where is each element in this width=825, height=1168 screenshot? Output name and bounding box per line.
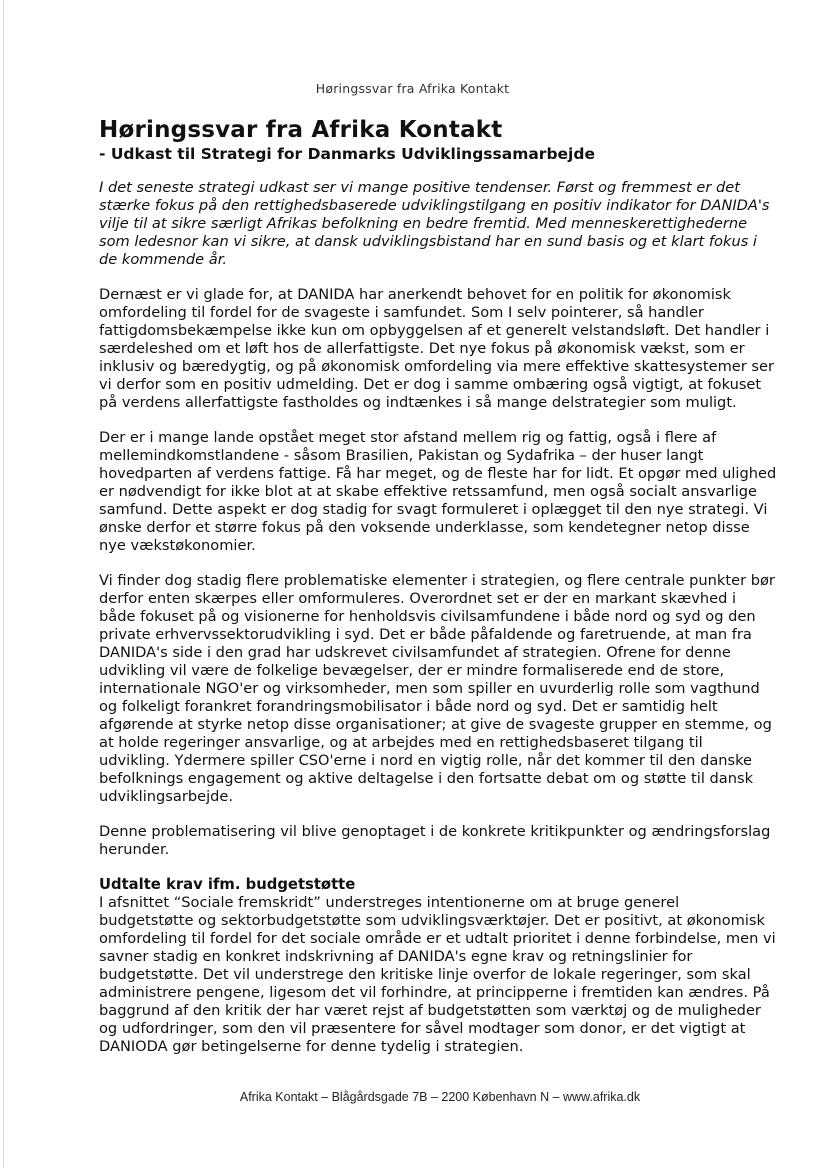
running-header: Høringssvar fra Afrika Kontakt: [315, 81, 510, 96]
intro-paragraph: I det seneste strategi udkast ser vi mange positive tendenser. Først og fremmest er det stærke fokus på den rettighedsbaserede udviklingstilgang en positiv indikator for DANIDA's vilje til at sikre særligt Afrikas befolkning en bedre fremtid. Med menneskerettighederne som ledesnor kan vi sikre, at dansk udviklingsbistand har en sund basis og et klart fokus i de kommende år.: [99, 179, 770, 268]
body-paragraph-3: Vi finder dog stadig flere problematiske elementer i strategien, og flere centrale punkter bør derfor enten skærpes eller omformuleres. Overordnet set er der en markant skævhed i både fokuset på og visionerne for henholdsvis civilsamfundene i både nord og syd og den private erhvervssektorudvikling i syd. Det er både påfaldende og faretruende, at man fra DANIDA's side i den grad har udskrevet civilsamfundet af strategien. Ofrene for denne udvikling vil være de folkelige bevægelser, der er mindre formaliserede end de store, internationale NGO'er og virksomheder, men som spiller en uvurderlig rolle som vagthund og folkeligt forankret forandringsmobilisator i både nord og syd. Det er samtidig helt afgørende at styrke netop disse organisationer; at give de svageste grupper en stemme, og at holde regeringer ansvarlige, og at arbejdes med en rettighedsbaseret tilgang til udvikling. Ydermere spiller CSO'erne i nord en vigtig rolle, når det kommer til den danske befolknings engagement og aktive deltagelse i den fortsatte debat om og støtte til dansk udviklingsarbejde.: [99, 572, 775, 805]
document-body: [99, 116, 777, 1073]
body-paragraph-4: Denne problematisering vil blive genoptaget i de konkrete kritikpunkter og ændringsforslag herunder.: [99, 823, 771, 858]
body-paragraph-1: Dernæst er vi glade for, at DANIDA har anerkendt behovet for en politik for økonomisk omfordeling til fordel for de svageste i samfundet. Som I selv pointerer, så handler fattigdomsbekæmpelse ikke kun om opbyggelsen af et generelt velstandsløft. Det handler i særdeleshed om et løft hos de allerfattigste. Det nye fokus på økonomisk vækst, som er inklusiv og bæredygtig, og på økonomisk omfordeling via mere effektive skattesystemer ser vi derfor som en positiv udmelding. Det er dog i samme ombæring også vigtigt, at fokuset på verdens allerfattigste fastholdes og indtænkes i så mange delstrategier som muligt.: [99, 286, 775, 411]
section-paragraph: I afsnittet “Sociale fremskridt” understreges intentionerne om at bruge generel budgetstøtte og sektorbudgetstøtte som udviklingsværktøjer. Det er positivt, at økonomisk omfordeling til fordel for det sociale område er et udtalt prioritet i denne forbindelse, men vi savner stadig en konkret indskrivning af DANIDA's egne krav og retningslinier for budgetstøtte. Det vil understrege den kritiske linje overfor de lokale regeringer, som skal administrere pengene, ligesom det vil forhindre, at principperne i fremtiden kan ændres. På baggrund af den kritik der har været rejst af budgetstøtten som værktøj og de muligheder og udfordringer, som den vil præsentere for såvel modtager som donor, er det vigtigt at DANIODA gør betingelserne for denne tydelig i strategien.: [99, 894, 776, 1055]
body-paragraph-2: Der er i mange lande opstået meget stor afstand mellem rig og fattig, også i flere af mellemindkomstlandene - såsom Brasilien, Pakistan og Sydafrika – der huser langt hovedparten af verdens fattige. Få har meget, og de fleste har for lidt. Et opgør med ulighed er nødvendigt for ikke blot at at skabe effektive retssamfund, men også socialt ansvarlige samfund. Dette aspekt er dog stadig for svagt formuleret i oplægget til den nye strategi. Vi ønske derfor et større fokus på den voksende underklasse, som kendetegner netop disse nye vækstøkonomier.: [99, 429, 777, 554]
section-heading: Udtalte krav ifm. budgetstøtte: [99, 876, 356, 893]
document-subtitle: - Udkast til Strategi for Danmarks Udviklingssamarbejde: [99, 145, 595, 163]
document-title: Høringssvar fra Afrika Kontakt: [99, 117, 503, 143]
page-footer: Afrika Kontakt – Blågårdsgade 7B – 2200 København N – www.afrika.dk: [239, 1090, 641, 1104]
page-edge-divider: [3, 0, 4, 1168]
